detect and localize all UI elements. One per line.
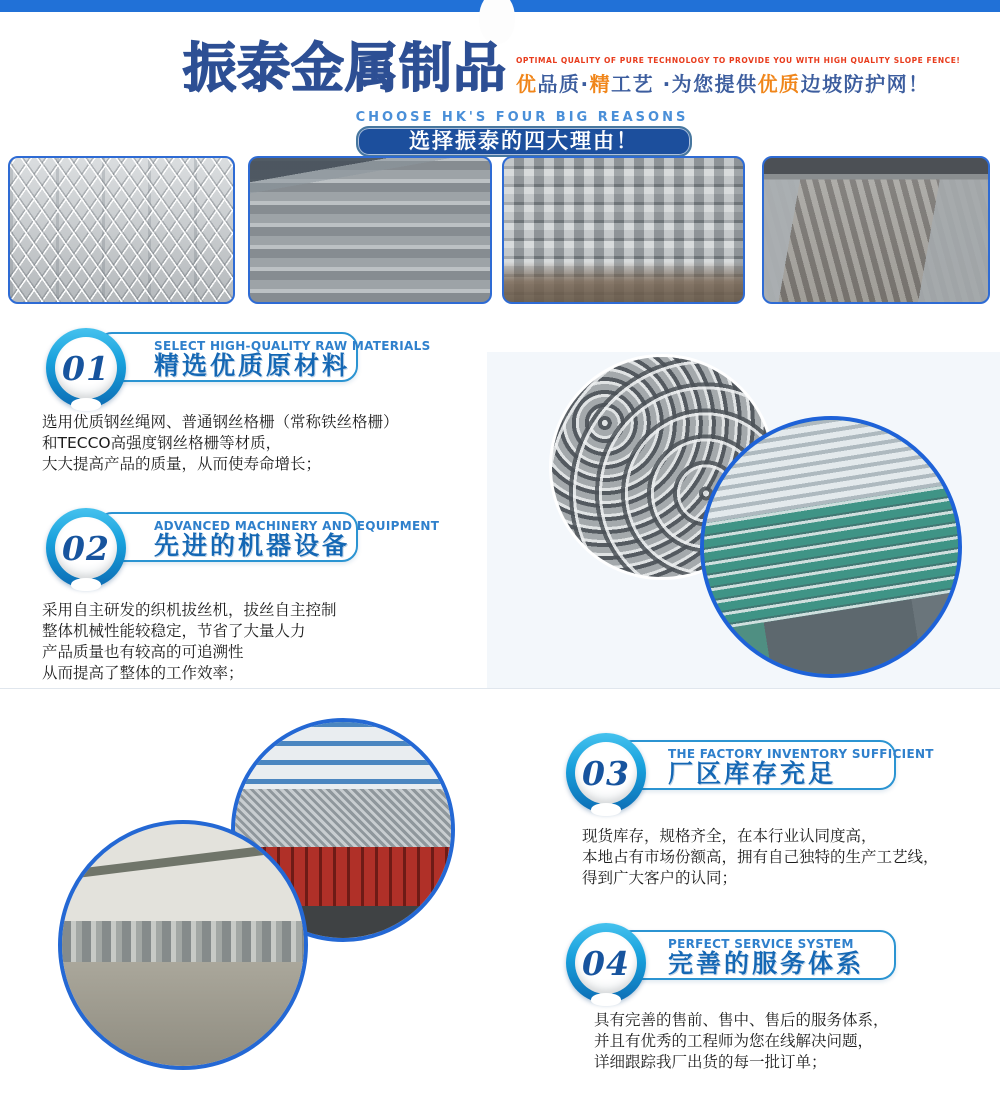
choose-reasons-button[interactable]: 选择振泰的四大理由！ <box>356 126 692 157</box>
gallery-photo-stacked-mesh-bundles <box>248 156 492 304</box>
reason-2-number-badge <box>46 508 126 588</box>
body-line: 采用自主研发的织机拔丝机，拔丝自主控制 <box>42 601 337 619</box>
reason-3-number-badge <box>566 733 646 813</box>
reason-2-number: 02 <box>62 528 110 568</box>
reason-2-header-pill <box>96 512 440 562</box>
slogan-chinese <box>516 68 976 97</box>
gallery-photo-factory-yard <box>762 156 990 304</box>
machinery-photo-texture <box>700 416 962 678</box>
gallery-photo-wire-mesh-closeup <box>502 156 745 304</box>
gallery-photo-chain-link-fence <box>8 156 235 304</box>
reason-4-title-cn: 完善的服务体系 <box>668 949 865 978</box>
badge-ball <box>575 932 637 994</box>
slogan-segment: 优质 <box>757 72 801 96</box>
reason-3-caption-en: THE FACTORY INVENTORY SUFFICIENT <box>668 747 934 761</box>
body-line: 和TECCO高强度钢丝格栅等材质， <box>42 434 282 452</box>
slogan-block <box>516 56 976 97</box>
truck-photo-building <box>235 722 451 789</box>
reason-3-header-pill <box>616 740 934 790</box>
reason-4-number: 04 <box>582 943 630 983</box>
reason-4-number-badge <box>566 923 646 1003</box>
body-line: 具有完善的售前、售中、售后的服务体系， <box>594 1011 889 1029</box>
truck-photo-mesh-load <box>235 789 451 847</box>
body-line: 选用优质钢丝绳网、普通钢丝格栅（常称铁丝格栅） <box>42 413 399 431</box>
slogan-english: OPTIMAL QUALITY OF PURE TECHNOLOGY TO PROVIDE YOU WITH HIGH QUALITY SLOPE FENCE! <box>516 56 961 65</box>
body-line: 现货库存，规格齐全，在本行业认同度高， <box>582 827 877 845</box>
body-line: 整体机械性能较稳定，节省了大量人力 <box>42 622 306 640</box>
warehouse-floor <box>62 962 304 1066</box>
reason-3-title-cn: 厂区库存充足 <box>668 759 837 788</box>
reason-3-body <box>582 826 939 889</box>
machinery-circle-photo <box>700 416 962 678</box>
body-line: 大大提高产品的质量，从而使寿命增长； <box>42 455 322 473</box>
choose-reasons-english: CHOOSE HK'S FOUR BIG REASONS <box>355 110 689 125</box>
reason-1-number-badge <box>46 328 126 408</box>
warehouse-circle-photo <box>58 820 308 1070</box>
reason-2-body <box>42 600 337 684</box>
slogan-segment: 工艺 ·为您提供 <box>611 72 758 96</box>
reason-4-caption-en: PERFECT SERVICE SYSTEM <box>668 937 854 951</box>
reason-2-title-cn: 先进的机器设备 <box>154 531 351 560</box>
badge-ball <box>55 517 117 579</box>
reason-4-header-pill <box>616 930 896 980</box>
body-line: 并且有优秀的工程师为您在线解决问题， <box>594 1032 874 1050</box>
section-divider <box>0 688 1000 689</box>
badge-ball <box>55 337 117 399</box>
warehouse-coil-rows <box>62 921 304 962</box>
slogan-segment: 品质· <box>537 72 590 96</box>
body-line: 本地占有市场份额高，拥有自己独特的生产工艺线， <box>582 848 939 866</box>
badge-ball <box>575 742 637 804</box>
reason-1-caption-en: SELECT HIGH-QUALITY RAW MATERIALS <box>154 339 431 353</box>
reason-1-number: 01 <box>62 348 110 388</box>
reason-3-number: 03 <box>582 753 630 793</box>
body-line: 详细跟踪我厂出货的每一批订单； <box>594 1053 827 1071</box>
body-line: 从而提高了整体的工作效率； <box>42 664 244 682</box>
reason-1-body <box>42 412 399 475</box>
brand-title: 振泰金属制品 <box>183 38 507 99</box>
slogan-segment: 优 <box>516 72 538 96</box>
slogan-segment: 精 <box>589 72 612 96</box>
reason-1-title-cn: 精选优质原材料 <box>154 351 351 380</box>
body-line: 产品质量也有较高的可追溯性 <box>42 643 244 661</box>
slogan-segment: 边坡防护网！ <box>800 72 930 96</box>
reason-2-caption-en: ADVANCED MACHINERY AND EQUIPMENT <box>154 519 440 533</box>
reason-4-body <box>594 1010 889 1073</box>
reason-1-header-pill <box>96 332 431 382</box>
body-line: 得到广大客户的认同； <box>582 869 738 887</box>
